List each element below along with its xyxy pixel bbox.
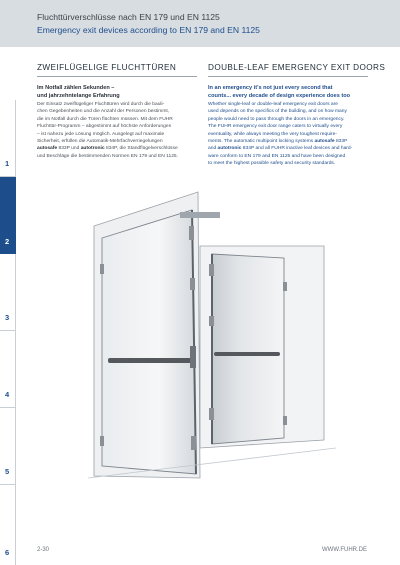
lock-point-icon [209,408,214,420]
text-line: Sicherheit, erfüllen die Automatik-Mehrfachverriegelungen [37,139,163,145]
lead-german [37,84,120,100]
section-heading-german: ZWEIFLÜGELIGE FLUCHTTÜREN [37,63,177,72]
chapter-tab-4[interactable] [0,331,16,408]
lock-point-icon [191,436,196,450]
panic-bar-right [214,352,280,356]
chapter-tab-5[interactable] [0,408,16,485]
chapter-tab-1[interactable] [0,100,16,177]
text-line: Der Einsatz zweiflügeliger Fluchttüren wird durch die bauli- [37,102,165,107]
lead-line: counts... every decade of design experience does too [208,93,351,99]
panic-bar-left [108,358,192,363]
lead-english [208,84,350,100]
page-number: 2-30 [37,547,50,553]
text-span: and [208,146,218,152]
text-line: Whether single-leaf or double-leaf emergency exit doors are [208,102,338,107]
text-span: 833P und [57,146,81,152]
chapter-tab-label: 2 [5,237,10,246]
chapter-tab-3[interactable] [0,254,16,331]
product-name: autosafe [314,139,335,145]
header-title-german: Fluchttürverschlüsse nach EN 179 und EN 1125 [37,12,220,22]
text-line: used depends on the specifics of the building, and on how many [208,109,347,115]
text-line: to meet the highest possible safety and security standards. [208,161,336,167]
text-line: The FUHR emergency exit door range caters to virtually every [208,124,343,130]
text-line: – ist nahezu jede Lösung möglich. Ausgelegt auf maximale [37,131,165,137]
text-span: 833P [334,139,348,145]
chapter-tabs [0,100,16,565]
text-line [208,145,373,152]
page-header [0,0,400,47]
body-text-german [37,101,202,160]
chapter-tab-6[interactable] [0,485,16,565]
door-coordinator-icon [180,212,220,218]
text-line: eventuality, while always meeting the very toughest require- [208,131,338,137]
chapter-tab-label: 1 [5,159,10,168]
chapter-tab-label: 4 [5,390,10,399]
lock-point-icon [209,264,214,276]
right-door-leaf [212,254,284,444]
text-line [37,145,202,152]
hinge-icon [283,282,287,291]
text-line: ware conform to EN 179 and EN 1125 and have been designed [208,153,346,159]
lead-line: Im Notfall zählen Sekunden – [37,85,115,91]
text-line: Fluchttür-Programm – abgestimmt auf höchste Anforderungen [37,124,172,130]
chapter-tab-label: 3 [5,313,10,322]
chapter-tab-2[interactable] [0,177,16,254]
text-line: und Beschläge die bestimmenden Normen EN 179 und EN 1125. [37,153,179,159]
hinge-icon [283,416,287,425]
text-span: ments. The automatic multipoint locking systems [208,139,314,145]
text-line [208,138,373,145]
header-title-english: Emergency exit devices according to EN 179 and EN 1125 [37,25,260,35]
divider [37,76,197,77]
website-url[interactable]: WWW.FUHR.DE [322,547,367,553]
lock-point-icon [209,316,214,326]
text-span: 834P and all FUHR inactive leaf devices and hard- [241,146,353,152]
text-line: die im Notfall durch die Türen flüchten müssen. Mit dem FUHR [37,116,173,122]
body-text-english [208,101,373,168]
product-name: autosafe [37,146,58,152]
lock-point-icon [190,278,195,290]
lead-line: In an emergency it's not just every second that [208,85,333,91]
text-span: 834P, die Standflügelverschlüsse [104,146,178,152]
hinge-icon [100,264,104,274]
lock-point-icon [189,226,194,240]
section-heading-english: DOUBLE-LEAF EMERGENCY EXIT DOORS [208,63,386,72]
lock-case-icon [190,346,196,368]
lead-line: und jahrzehntelange Erfahrung [37,93,120,99]
product-name: autotronic [80,146,105,152]
text-line: people would need to pass through the doors in an emergency. [208,116,345,122]
double-door-illustration [88,186,336,486]
chapter-tab-label: 5 [5,467,10,476]
hinge-icon [100,436,104,446]
product-name: autotronic [217,146,242,152]
divider [208,76,368,77]
left-door-leaf [102,210,196,474]
text-line: chen Gegebenheiten und die Anzahl der Personen bestimmt, [37,109,170,115]
chapter-tab-label: 6 [5,548,10,557]
